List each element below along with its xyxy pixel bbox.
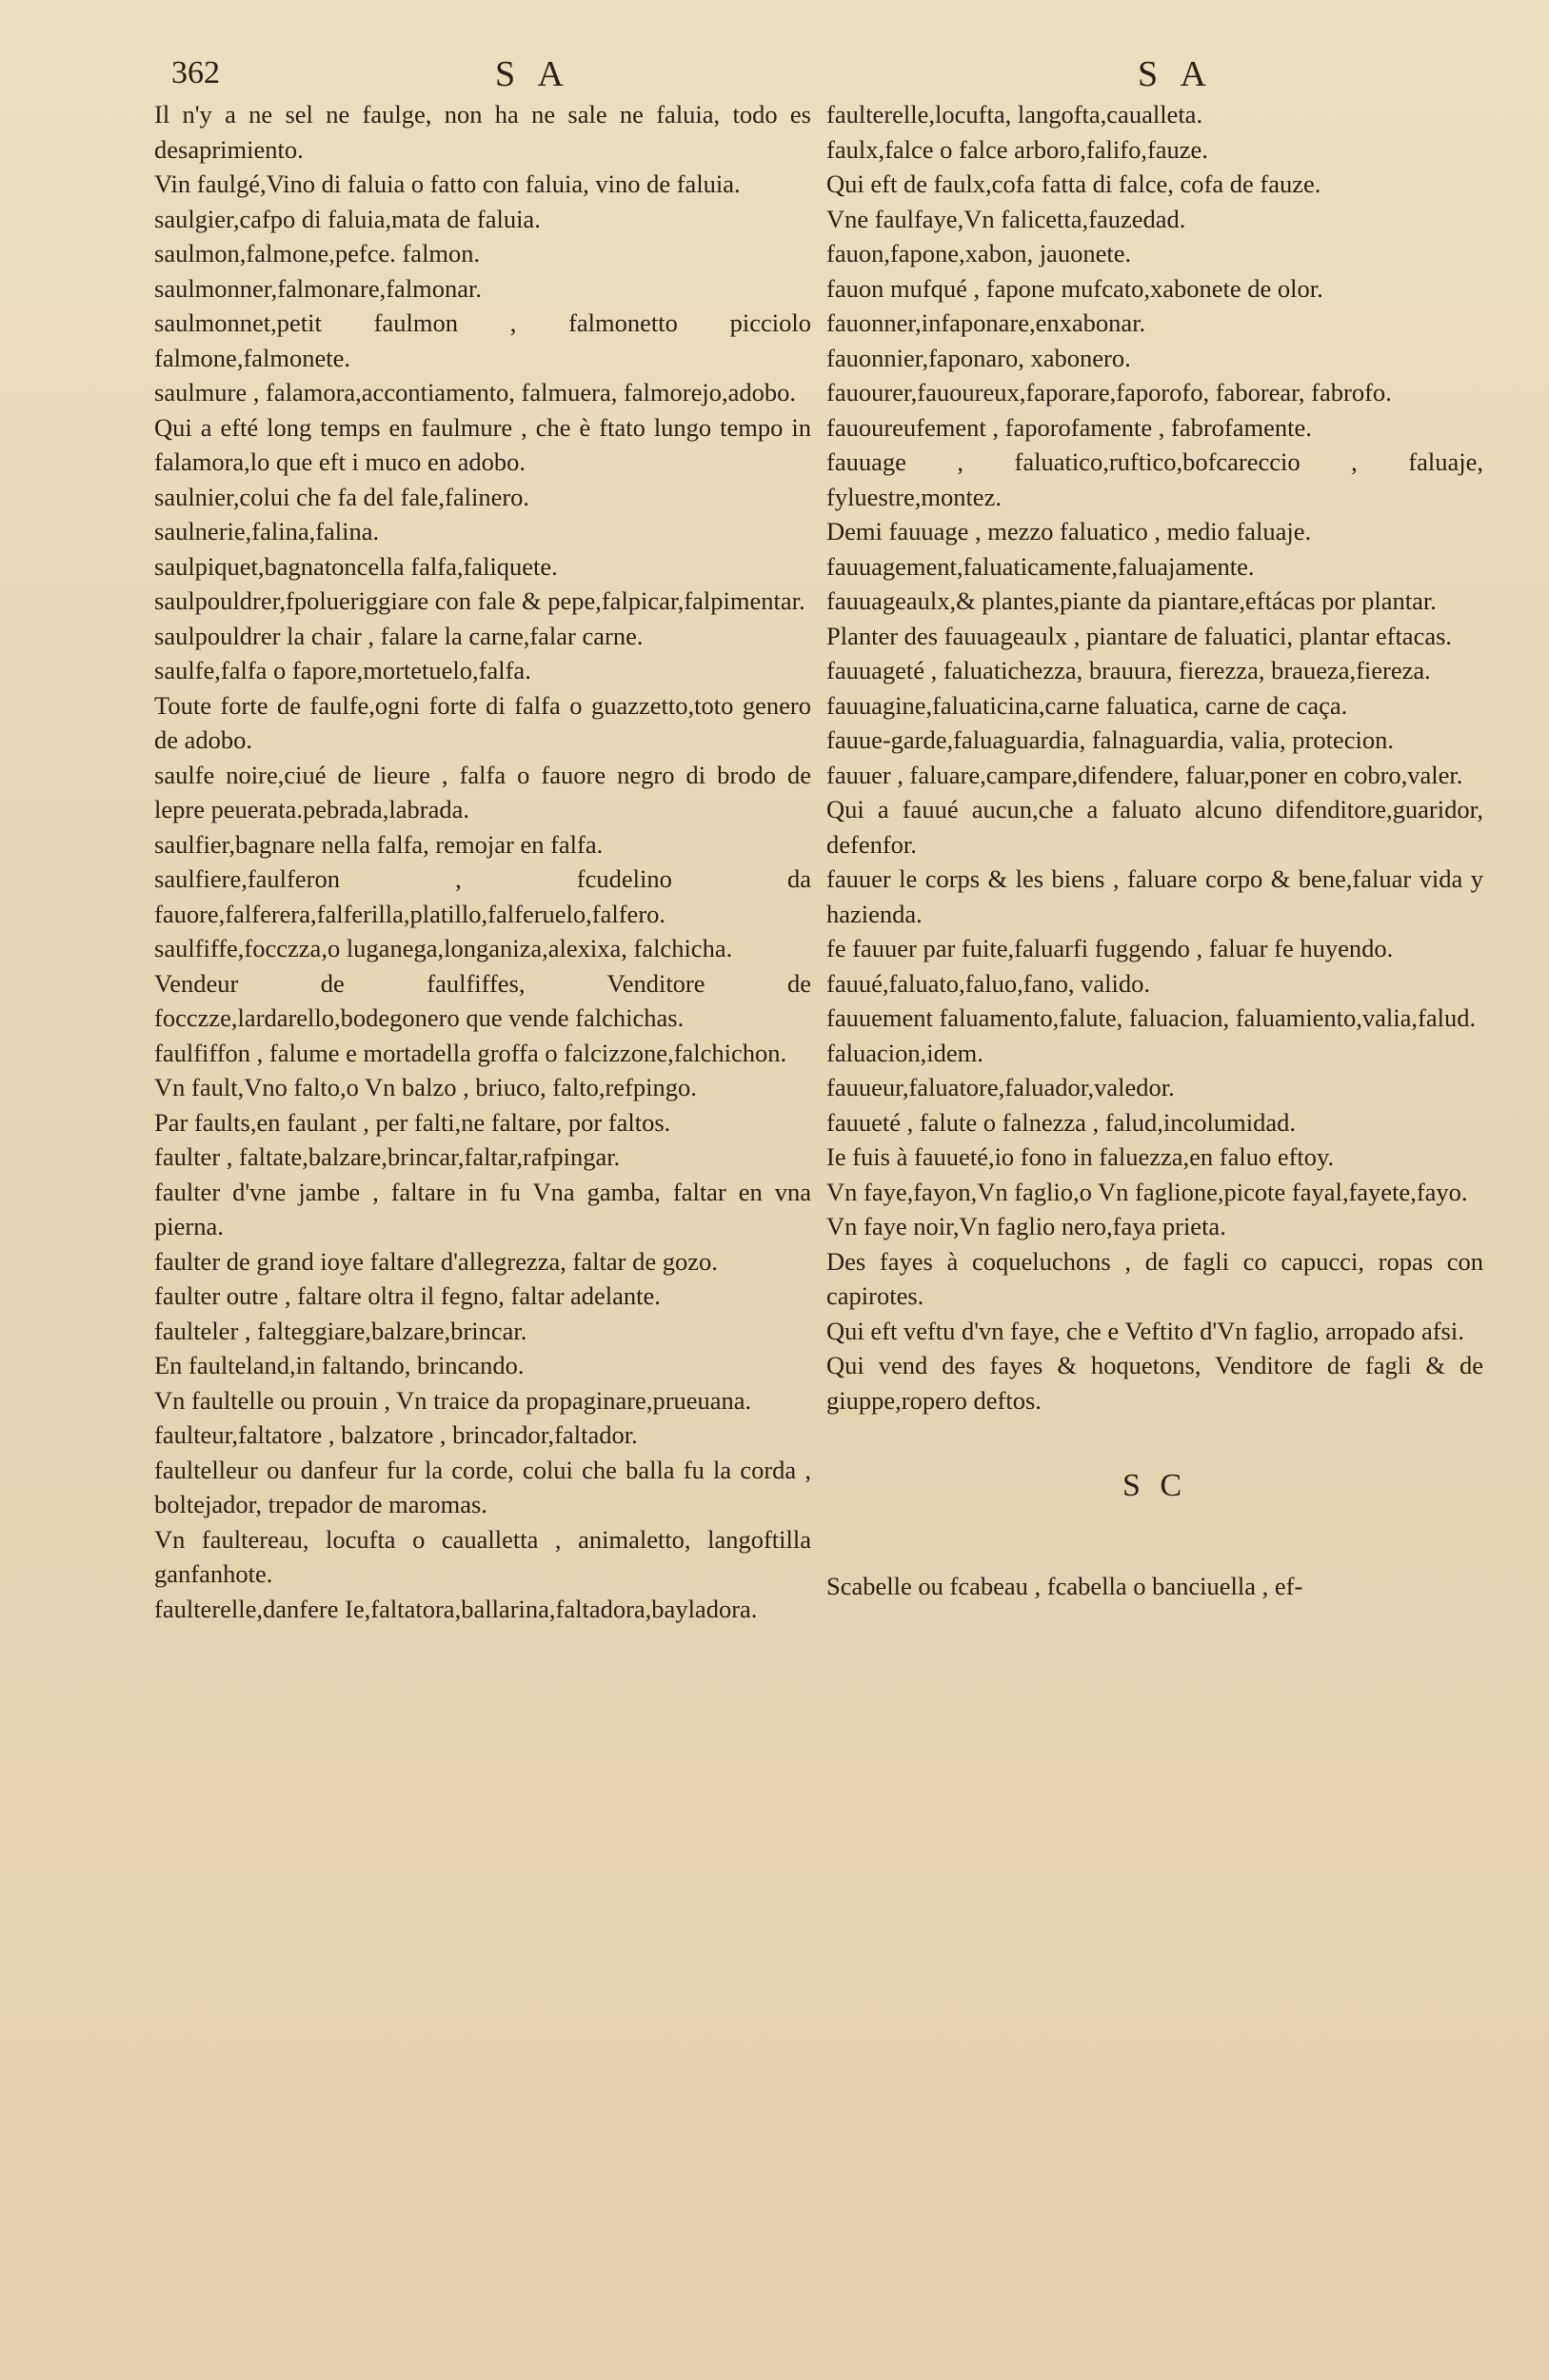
- dictionary-entry: Qui a efté long temps en faulmure , che è ftato lungo tempo in falamora,lo que eft i muco en adobo.: [154, 412, 811, 476]
- dictionary-entry: faulterelle,danfere Ie,faltatora,ballarina,faltadora,bayladora.: [154, 1594, 758, 1623]
- dictionary-entry: fauuageté , faluatichezza, brauura, fierezza, braueza,fiereza.: [826, 656, 1431, 684]
- dictionary-entry: Vin faulgé,Vino di faluia o fatto con faluia, vino de faluia.: [154, 169, 741, 198]
- dictionary-entry: saulfiffe,focczza,o luganega,longaniza,alexixa, falchicha.: [154, 934, 733, 962]
- dictionary-entry: fauon mufqué , fapone mufcato,xabonete de olor.: [826, 273, 1323, 303]
- dictionary-entry: faulx,falce o falce arboro,falifo,fauze.: [826, 134, 1208, 164]
- dictionary-entry: En faulteland,in faltando, brincando.: [154, 1351, 525, 1379]
- dictionary-entry: fauuage , faluatico,ruftico,bofcareccio , faluaje, fyluestre,montez.: [826, 447, 1483, 511]
- dictionary-entry: fauonner,infaponare,enxabonar.: [826, 308, 1146, 337]
- dictionary-entry: saulfe,falfa o fapore,mortetuelo,falfa.: [154, 656, 531, 684]
- dictionary-entry: Qui a fauué aucun,che a faluato alcuno difenditore,guaridor, defenfor.: [826, 795, 1483, 859]
- dictionary-entry: fauuer , faluare,campare,difendere, faluar,poner en cobro,valer.: [826, 760, 1463, 789]
- dictionary-entry: Il n'y a ne sel ne faulge, non ha ne sale ne faluia, todo es desaprimiento.: [154, 100, 811, 164]
- dictionary-entry: fauué,faluato,faluo,fano, valido.: [826, 968, 1150, 998]
- dictionary-entry: Toute forte de faulfe,ogni forte di falfa o guazzetto,toto genero de adobo.: [154, 690, 811, 754]
- dictionary-entry: saulmonnet,petit faulmon , falmonetto picciolo falmone,falmonete.: [154, 308, 811, 372]
- left-column: [154, 97, 811, 1626]
- dictionary-entry: saulfier,bagnare nella falfa, remojar en falfa.: [154, 829, 604, 859]
- dictionary-entry: fauourer,fauoureux,faporare,faporofo, faborear, fabrofo.: [826, 378, 1392, 407]
- dictionary-entry: fe fauuer par fuite,faluarfi fuggendo , faluar fe huyendo.: [826, 934, 1394, 962]
- dictionary-entry: Ie fuis à fauueté,io fono in faluezza,en faluo eftoy.: [826, 1142, 1335, 1171]
- dictionary-entry: fauon,fapone,xabon, jauonete.: [826, 239, 1132, 268]
- dictionary-entry: faulteur,faltatore , balzatore , brincador,faltador.: [154, 1420, 638, 1449]
- dictionary-entry: fauuageaulx,& plantes,piante da piantare,eftácas por plantar.: [826, 586, 1437, 615]
- right-column: [826, 97, 1483, 1603]
- dictionary-entry: saulmon,falmone,pefce. falmon.: [154, 239, 481, 268]
- dictionary-entry: saulpouldrer,fpolueriggiare con fale & pepe,falpicar,falpimentar.: [154, 586, 805, 615]
- dictionary-entry: faluacion,idem.: [826, 1038, 983, 1067]
- dictionary-entry: faulfiffon , falume e mortadella groffa o falcizzone,falchichon.: [154, 1038, 787, 1067]
- running-head-right: S A: [1138, 54, 1214, 94]
- dictionary-entry: saulgier,cafpo di faluia,mata de faluia.: [154, 204, 541, 233]
- dictionary-entry: Qui eft de faulx,cofa fatta di falce, cofa de fauze.: [826, 169, 1321, 198]
- dictionary-entry: Vn faye,fayon,Vn faglio,o Vn faglione,picote fayal,fayete,fayo.: [826, 1177, 1468, 1206]
- dictionary-entry: Vn faultelle ou prouin , Vn traice da propaginare,prueuana.: [154, 1385, 752, 1415]
- dictionary-entry: saulpouldrer la chair , falare la carne,falar carne.: [154, 621, 644, 650]
- dictionary-entry: Qui eft veftu d'vn faye, che e Veftito d'Vn faglio, arropado afsi.: [826, 1316, 1464, 1345]
- dictionary-entry: saulmure , falamora,accontiamento, falmuera, falmorejo,adobo.: [154, 378, 796, 407]
- page-header: [0, 36, 1549, 93]
- dictionary-entry: Qui vend des fayes & hoquetons, Venditore de fagli & de giuppe,ropero deftos.: [826, 1351, 1483, 1415]
- dictionary-entry: fauoureufement , faporofamente , fabrofamente.: [826, 412, 1312, 442]
- page-number: 362: [171, 55, 220, 90]
- dictionary-entry: saulmonner,falmonare,falmonar.: [154, 273, 483, 303]
- dictionary-entry: Vn faultereau, locufta o caualletta , animaletto, langoftilla ganfanhote.: [154, 1524, 811, 1588]
- right-column-entries: [826, 97, 1483, 1418]
- dictionary-entry: fauuagement,faluaticamente,faluajamente.: [826, 551, 1255, 581]
- dictionary-entry: faulteler , falteggiare,balzare,brincar.: [154, 1316, 527, 1345]
- dictionary-entry: fauuer le corps & les biens , faluare corpo & bene,faluar vida y hazienda.: [826, 864, 1483, 928]
- dictionary-entry: fauue-garde,faluaguardia, falnaguardia, valia, protecion.: [826, 725, 1394, 754]
- dictionary-entry: Vn faye noir,Vn faglio nero,faya prieta.: [826, 1212, 1226, 1240]
- dictionary-entry: faulter d'vne jambe , faltare in fu Vna gamba, faltar en vna pierna.: [154, 1177, 811, 1240]
- dictionary-entry: Vn fault,Vno falto,o Vn balzo , briuco, falto,refpingo.: [154, 1073, 697, 1101]
- dictionary-entry: saulfiere,faulferon , fcudelino da fauore,falferera,falferilla,platillo,falferuelo,falfero.: [154, 864, 811, 928]
- dictionary-entry: saulnerie,falina,falina.: [154, 517, 380, 545]
- right-column-entries-sc: [826, 1569, 1483, 1604]
- dictionary-entry: Vne faulfaye,Vn falicetta,fauzedad.: [826, 204, 1186, 233]
- section-heading-sc: S C: [1122, 1468, 1188, 1503]
- dictionary-entry: fauueur,faluatore,faluador,valedor.: [826, 1073, 1175, 1101]
- dictionary-entry: faulter de grand ioye faltare d'allegrezza, faltar de gozo.: [154, 1246, 718, 1276]
- dictionary-entry: faulter , faltate,balzare,brincar,faltar,rafpingar.: [154, 1142, 621, 1171]
- dictionary-entry: Par faults,en faulant , per falti,ne faltare, por faltos.: [154, 1107, 671, 1137]
- dictionary-entry: Demi fauuage , mezzo faluatico , medio faluaje.: [826, 517, 1312, 545]
- dictionary-entry: fauonnier,faponaro, xabonero.: [826, 343, 1131, 372]
- dictionary-entry: faulterelle,locufta, langofta,caualleta.: [826, 100, 1203, 129]
- dictionary-entry: fauuement faluamento,falute, faluacion, faluamiento,valia,falud.: [826, 1003, 1477, 1032]
- dictionary-entry: fauueté , falute o falnezza , falud,incolumidad.: [826, 1107, 1296, 1137]
- dictionary-entry: faultelleur ou danfeur fur la corde, colui che balla fu la corda , boltejador, trepador de maromas.: [154, 1455, 811, 1518]
- running-head-left: S A: [495, 54, 571, 94]
- dictionary-entry: fauuagine,faluaticina,carne faluatica, carne de caça.: [826, 690, 1348, 720]
- dictionary-entry: saulpiquet,bagnatoncella falfa,faliquete.: [154, 551, 558, 581]
- dictionary-entry: Des fayes à coqueluchons , de fagli co capucci, ropas con capirotes.: [826, 1246, 1483, 1310]
- dictionary-entry: faulter outre , faltare oltra il fegno, faltar adelante.: [154, 1281, 661, 1310]
- dictionary-entry: Vendeur de faulfiffes, Venditore de focczze,lardarello,bodegonero que vende falchichas.: [154, 968, 811, 1032]
- dictionary-entry: saulfe noire,ciué de lieure , falfa o fauore negro di brodo de lepre peuerata.pebrada,labrada.: [154, 760, 811, 823]
- dictionary-entry: Scabelle ou fcabeau , fcabella o banciuella , ef-: [826, 1571, 1303, 1600]
- dictionary-entry: saulnier,colui che fa del fale,falinero.: [154, 482, 530, 511]
- dictionary-entry: Planter des fauuageaulx , piantare de faluatici, plantar eftacas.: [826, 621, 1453, 650]
